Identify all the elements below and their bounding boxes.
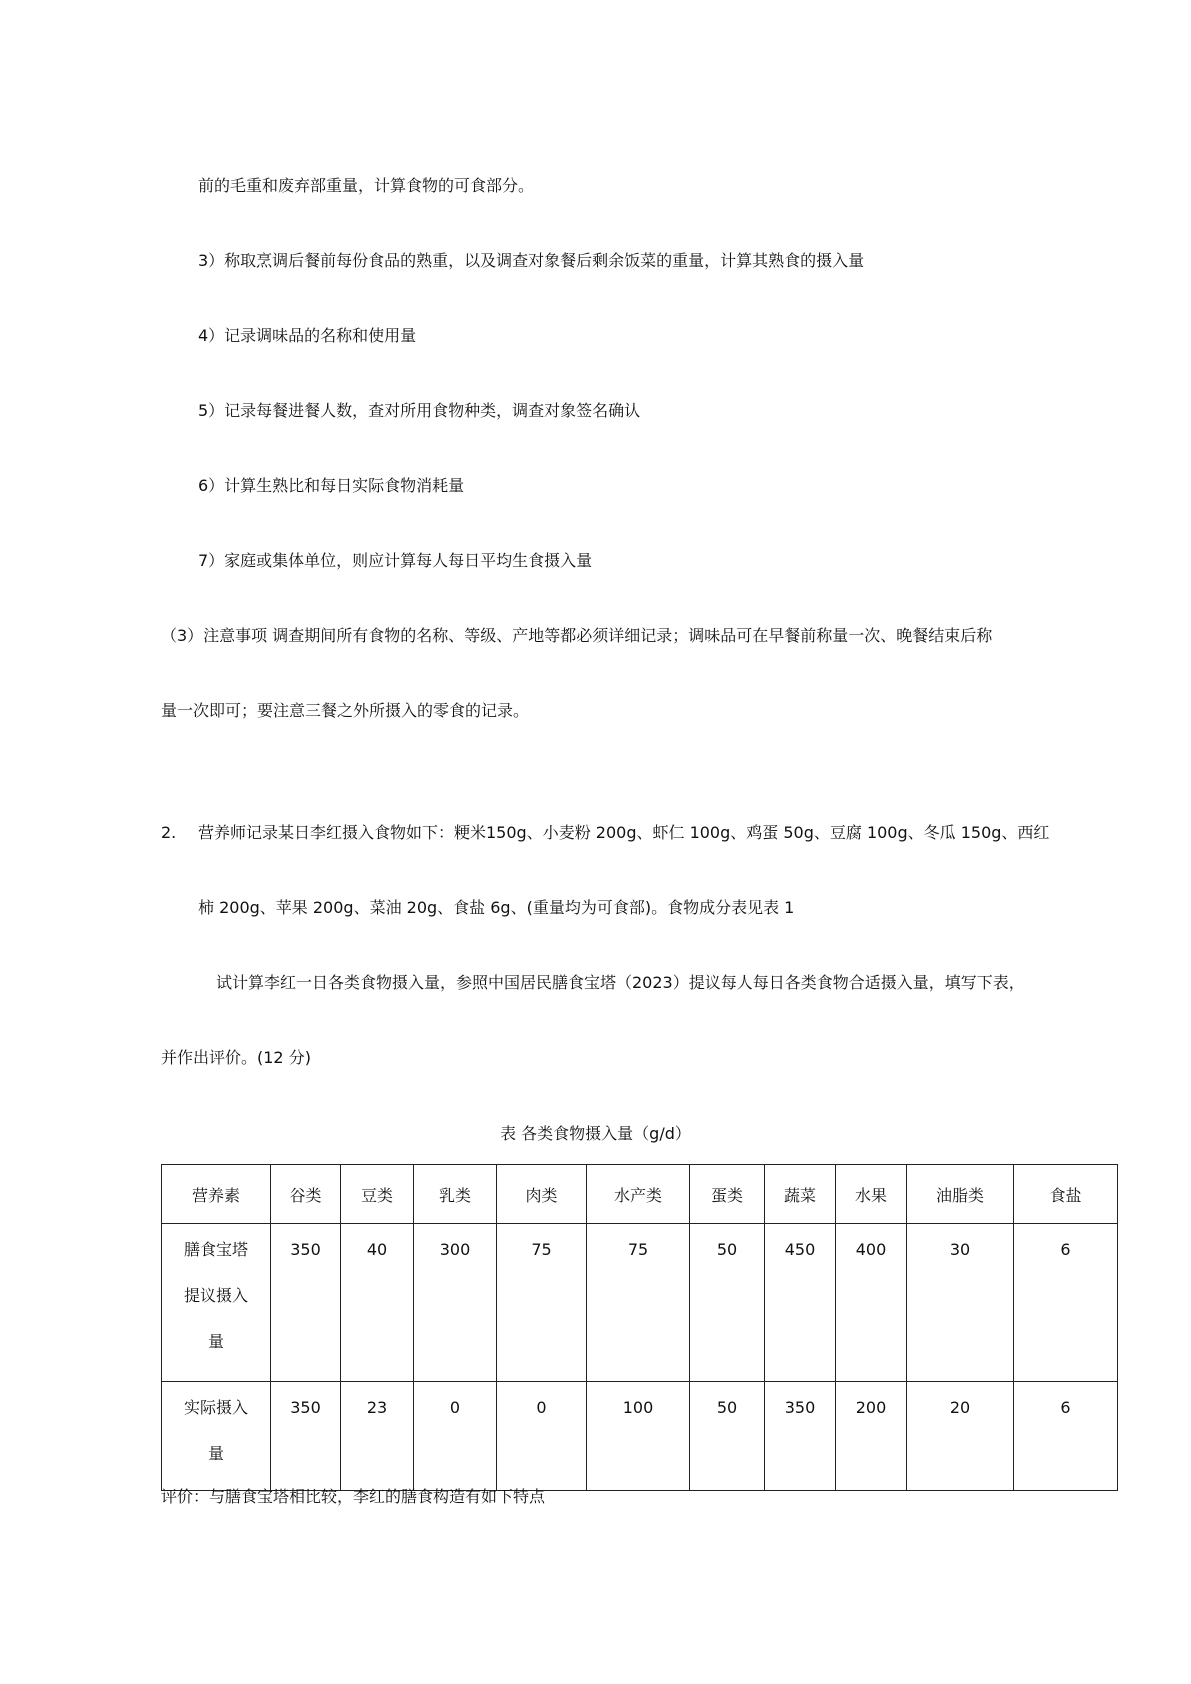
header-cell: 油脂类 bbox=[907, 1165, 1014, 1224]
table-cell: 200 bbox=[836, 1382, 907, 1491]
table-caption: 表 各类食物摄入量（g/d） bbox=[500, 1124, 691, 1143]
header-cell: 蔬菜 bbox=[765, 1165, 836, 1224]
table-cell: 75 bbox=[587, 1224, 690, 1382]
table-cell: 75 bbox=[497, 1224, 587, 1382]
header-cell: 蛋类 bbox=[690, 1165, 765, 1224]
table-cell: 50 bbox=[690, 1224, 765, 1382]
table-cell: 23 bbox=[341, 1382, 414, 1491]
table-cell: 350 bbox=[271, 1224, 341, 1382]
table-cell: 350 bbox=[765, 1382, 836, 1491]
header-cell: 乳类 bbox=[414, 1165, 497, 1224]
evaluation-text: 评价：与膳食宝塔相比较，李红的膳食构造有如下特点 bbox=[161, 1487, 546, 1506]
table-cell: 20 bbox=[907, 1382, 1014, 1491]
notes-heading-line: （3）注意事项 调查期间所有食物的名称、等级、产地等都必须详细记录；调味品可在早餐前称量一次、晚餐结束后称 bbox=[161, 626, 993, 645]
table-cell: 40 bbox=[341, 1224, 414, 1382]
table-cell: 100 bbox=[587, 1382, 690, 1491]
table-row-actual bbox=[162, 1382, 1118, 1491]
table-cell: 30 bbox=[907, 1224, 1014, 1382]
header-cell: 豆类 bbox=[341, 1165, 414, 1224]
row-label-line: 膳食宝塔 bbox=[183, 1240, 248, 1259]
table-header-row bbox=[162, 1165, 1118, 1224]
table-cell: 6 bbox=[1014, 1382, 1118, 1491]
step-3: 3）称取烹调后餐前每份食品的熟重，以及调查对象餐后剩余饭菜的重量，计算其熟食的摄入量 bbox=[198, 251, 865, 270]
row-label-line: 实际摄入 bbox=[183, 1398, 248, 1417]
step-6: 6）计算生熟比和每日实际食物消耗量 bbox=[198, 476, 465, 495]
header-cell: 水产类 bbox=[587, 1165, 690, 1224]
header-cell: 谷类 bbox=[271, 1165, 341, 1224]
table-cell: 6 bbox=[1014, 1224, 1118, 1382]
question-text-line-1: 营养师记录某日李红摄入食物如下：粳米150g、小麦粉 200g、虾仁 100g、鸡蛋 50g、豆腐 100g、冬瓜 150g、西红 bbox=[198, 823, 1050, 842]
table-cell: 0 bbox=[414, 1382, 497, 1491]
table-cell: 300 bbox=[414, 1224, 497, 1382]
row-label-line: 量 bbox=[207, 1444, 224, 1463]
row-label-line: 量 bbox=[207, 1332, 224, 1351]
table-cell: 0 bbox=[497, 1382, 587, 1491]
header-cell: 营养素 bbox=[162, 1165, 271, 1224]
question-text-line-3: 试计算李红一日各类食物摄入量，参照中国居民膳食宝塔（2023）提议每人每日各类食物合适摄入量，填写下表， bbox=[216, 973, 1025, 992]
row-label-actual bbox=[162, 1382, 271, 1491]
food-intake-table bbox=[161, 1164, 1118, 1491]
notes-continuation: 量一次即可；要注意三餐之外所摄入的零食的记录。 bbox=[161, 701, 530, 720]
step-7: 7）家庭或集体单位，则应计算每人每日平均生食摄入量 bbox=[198, 551, 593, 570]
table-cell: 350 bbox=[271, 1382, 341, 1491]
row-label-line: 提议摄入 bbox=[183, 1286, 248, 1305]
question-text-line-2: 柿 200g、苹果 200g、菜油 20g、食盐 6g、(重量均为可食部)。食物成分表见表 1 bbox=[198, 898, 795, 917]
question-text-line-4: 并作出评价。(12 分) bbox=[161, 1048, 311, 1067]
table-cell: 450 bbox=[765, 1224, 836, 1382]
header-cell: 食盐 bbox=[1014, 1165, 1118, 1224]
header-cell: 肉类 bbox=[497, 1165, 587, 1224]
row-label-recommended bbox=[162, 1224, 271, 1382]
table-cell: 50 bbox=[690, 1382, 765, 1491]
step-4: 4）记录调味品的名称和使用量 bbox=[198, 326, 417, 345]
question-number: 2. bbox=[161, 823, 177, 842]
table-row-recommended bbox=[162, 1224, 1118, 1382]
table-cell: 400 bbox=[836, 1224, 907, 1382]
header-cell: 水果 bbox=[836, 1165, 907, 1224]
step-5: 5）记录每餐进餐人数，查对所用食物种类，调查对象签名确认 bbox=[198, 401, 641, 420]
paragraph-continuation: 前的毛重和废弃部重量，计算食物的可食部分。 bbox=[198, 176, 535, 195]
